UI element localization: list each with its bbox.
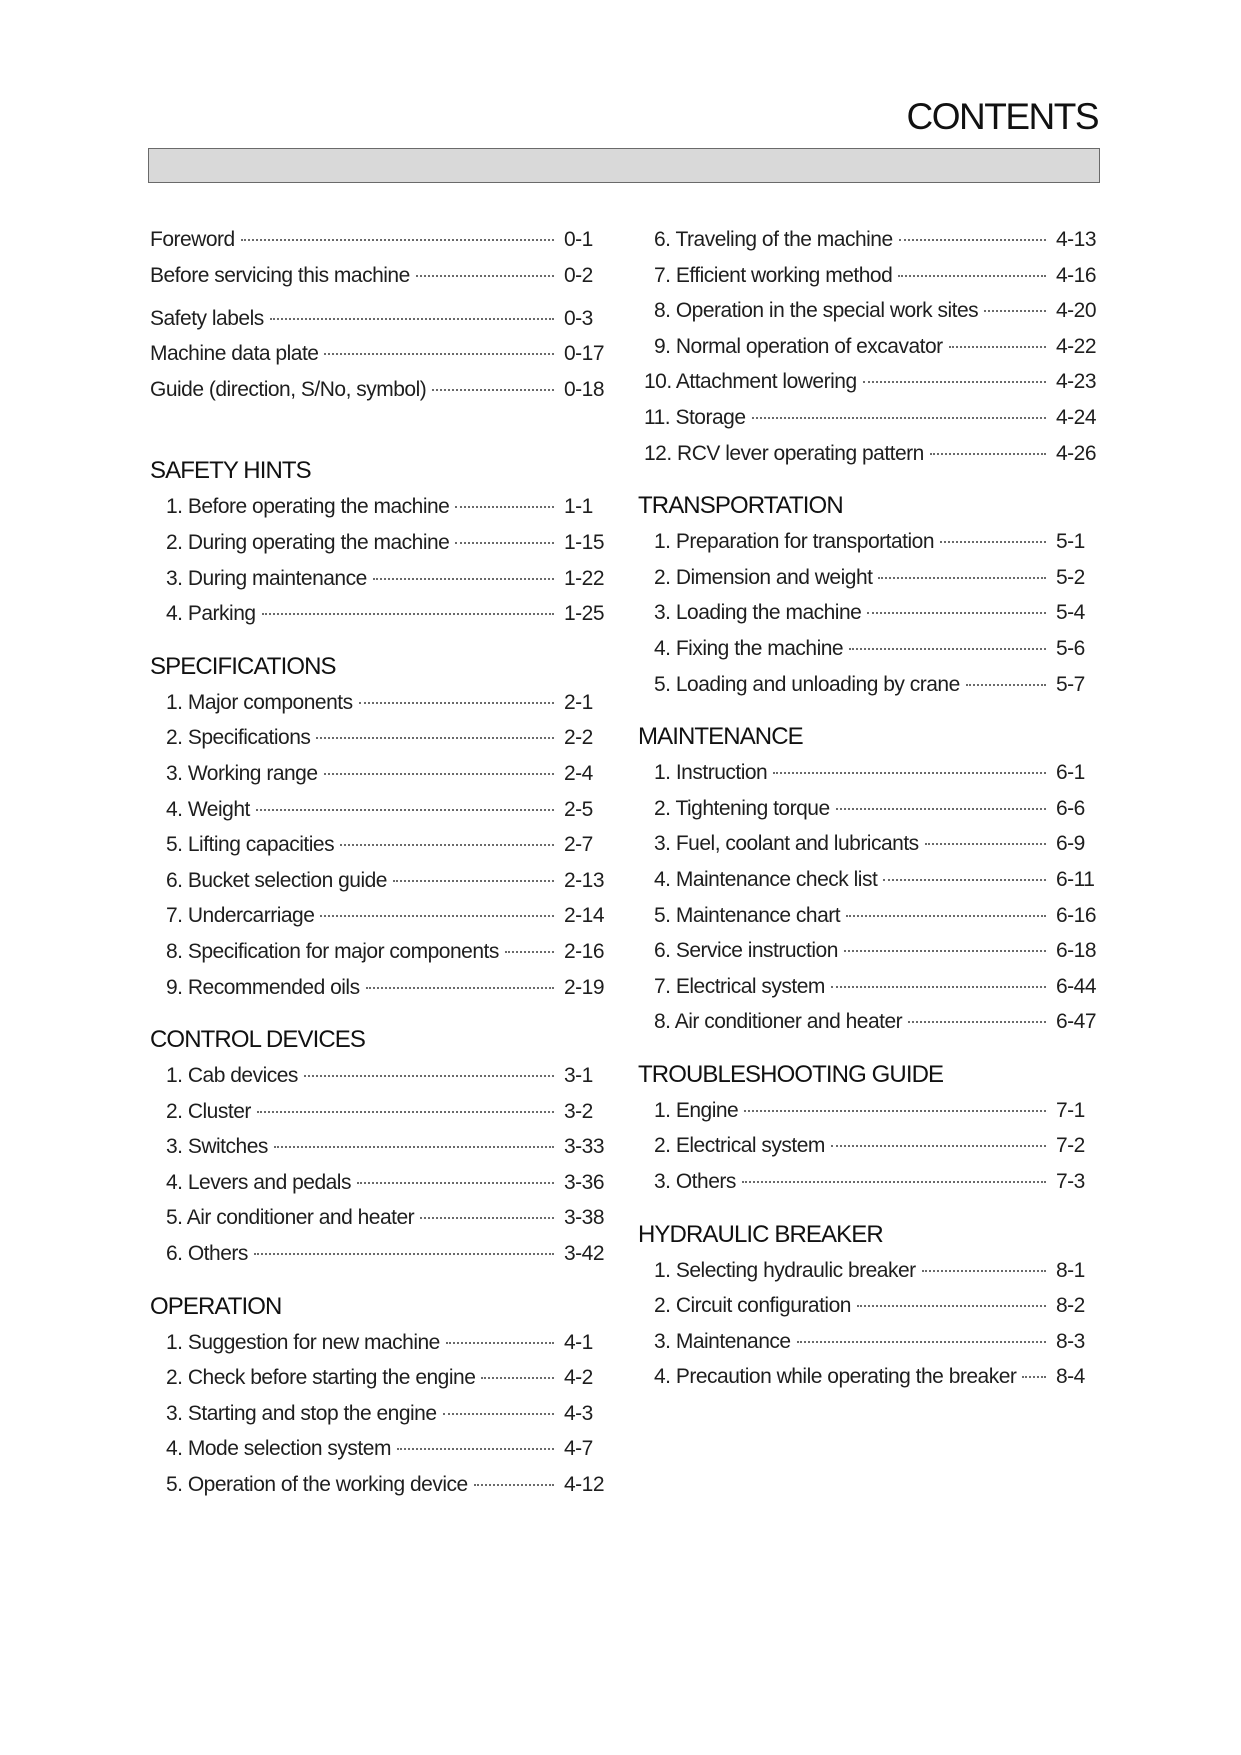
toc-entry-page: 2-14 <box>564 904 605 928</box>
dot-leader <box>505 951 554 953</box>
toc-entry[interactable] <box>638 258 1096 294</box>
toc-entry-label: 11. Storage <box>644 405 746 429</box>
toc-entry[interactable] <box>150 1325 606 1361</box>
toc-entry-label: 2. Circuit configuration <box>654 1294 851 1318</box>
section-heading[interactable]: TRANSPORTATION <box>638 492 843 520</box>
toc-entry-machine-data-plate[interactable] <box>150 336 606 372</box>
toc-entry-label: 4. Parking <box>166 602 256 626</box>
toc-entry-label: 5. Loading and unloading by crane <box>654 672 960 696</box>
toc-column-right <box>638 222 1096 1395</box>
dot-leader <box>844 950 1046 952</box>
toc-entry[interactable] <box>150 1129 606 1165</box>
dot-leader <box>878 577 1046 579</box>
toc-entry-page: 6-11 <box>1056 867 1095 891</box>
dot-leader <box>940 541 1046 543</box>
toc-entry-label: 6. Traveling of the machine <box>654 228 893 251</box>
toc-entry[interactable] <box>150 1165 606 1201</box>
toc-entry-label: 5. Maintenance chart <box>654 903 841 927</box>
toc-entry-page: 1-25 <box>564 602 605 626</box>
toc-entry[interactable] <box>150 720 606 756</box>
dot-leader <box>1022 1376 1046 1378</box>
section-control-devices <box>150 1022 606 1272</box>
toc-entry-label: 1. Cab devices <box>166 1064 298 1088</box>
toc-entry-page: 4-26 <box>1056 441 1097 465</box>
dot-leader <box>270 318 554 320</box>
toc-entry-page: 4-3 <box>564 1401 593 1425</box>
toc-entry[interactable] <box>638 755 1096 791</box>
toc-entry-page: 0-18 <box>564 377 605 401</box>
toc-entry-label: 6. Bucket selection guide <box>166 868 387 892</box>
toc-entry-label: 3. Others <box>654 1170 736 1194</box>
dot-leader <box>432 389 554 391</box>
toc-entry[interactable] <box>638 1253 1096 1289</box>
toc-entry-page: 2-2 <box>564 726 593 750</box>
toc-entry-page: 6-16 <box>1056 903 1097 927</box>
toc-entry-page: 2-5 <box>564 797 593 821</box>
toc-entry[interactable] <box>150 1094 606 1130</box>
toc-entry[interactable] <box>150 1058 606 1094</box>
toc-entry-label: 1. Engine <box>654 1098 739 1122</box>
toc-entry-label: 7. Undercarriage <box>166 904 315 928</box>
toc-entry[interactable] <box>150 1396 606 1432</box>
dot-leader <box>831 1145 1046 1147</box>
toc-entry-page: 4-24 <box>1056 405 1097 429</box>
section-operation-part1 <box>150 1289 606 1503</box>
section-heading[interactable]: HYDRAULIC BREAKER <box>638 1220 883 1248</box>
toc-entry[interactable] <box>150 1236 606 1272</box>
toc-entry-label: 5. Air conditioner and heater <box>166 1206 415 1230</box>
toc-entry[interactable] <box>150 1360 606 1396</box>
toc-entry-page: 0-2 <box>564 263 593 287</box>
toc-entry-label: 3. Starting and stop the engine <box>166 1401 437 1425</box>
toc-entry-page: 5-6 <box>1056 636 1085 660</box>
toc-entry-foreword[interactable] <box>150 222 606 258</box>
dot-leader <box>416 275 554 277</box>
dot-leader <box>393 880 554 882</box>
toc-entry[interactable] <box>638 898 1096 934</box>
toc-entry-label: 1. Major components <box>166 690 353 714</box>
toc-entry-label: 6. Others <box>166 1242 248 1266</box>
dot-leader <box>254 1253 554 1255</box>
dot-leader <box>241 239 554 241</box>
toc-entry-label: 6. Service instruction <box>654 939 838 963</box>
toc-entry[interactable] <box>638 436 1096 472</box>
toc-entry[interactable] <box>150 934 606 970</box>
toc-entry-page: 4-7 <box>564 1437 593 1461</box>
dot-leader <box>357 1182 554 1184</box>
toc-entry[interactable] <box>638 222 1096 258</box>
dot-leader <box>922 1270 1046 1272</box>
toc-entry-label: 4. Weight <box>166 797 250 821</box>
dot-leader <box>420 1217 554 1219</box>
page-title: CONTENTS <box>906 96 1098 137</box>
toc-entry[interactable] <box>150 1431 606 1467</box>
toc-entry-page: 3-33 <box>564 1135 605 1159</box>
toc-entry-page: 4-23 <box>1056 370 1097 394</box>
toc-entry[interactable] <box>150 525 606 561</box>
toc-entry-label: 3. Maintenance <box>654 1329 791 1353</box>
toc-entry[interactable] <box>638 791 1096 827</box>
toc-entry-page: 0-17 <box>564 342 605 366</box>
toc-entry[interactable] <box>638 524 1096 560</box>
toc-entry[interactable] <box>638 329 1096 365</box>
toc-entry-page: 5-4 <box>1056 601 1085 625</box>
toc-entry-page: 0-3 <box>564 306 593 330</box>
dot-leader <box>304 1075 554 1077</box>
toc-entry[interactable] <box>638 595 1096 631</box>
toc-entry-page: 4-20 <box>1056 299 1097 323</box>
dot-leader <box>257 1111 554 1113</box>
toc-entry-guide[interactable] <box>150 372 606 408</box>
dot-leader <box>455 506 554 508</box>
toc-entry-page: 2-4 <box>564 761 593 785</box>
toc-entry-label: 4. Fixing the machine <box>654 636 844 660</box>
dot-leader <box>373 578 554 580</box>
section-troubleshooting <box>638 1057 1096 1200</box>
dot-leader <box>744 1110 1046 1112</box>
toc-entry-page: 3-42 <box>564 1242 605 1266</box>
toc-entry-label: 2. Electrical system <box>654 1134 825 1158</box>
toc-entry[interactable] <box>638 1359 1096 1395</box>
dot-leader <box>324 353 554 355</box>
toc-entry-page: 5-7 <box>1056 672 1085 696</box>
toc-entry-label: 3. Loading the machine <box>654 601 862 625</box>
toc-entry-page: 6-18 <box>1056 939 1097 963</box>
section-safety-hints <box>150 453 606 631</box>
toc-entry-label: 2. Tightening torque <box>654 796 830 820</box>
toc-entry-page: 0-1 <box>564 228 593 251</box>
dot-leader <box>831 986 1046 988</box>
dot-leader <box>366 987 554 989</box>
dot-leader <box>984 310 1046 312</box>
toc-entry-page: 3-36 <box>564 1170 605 1194</box>
section-heading[interactable]: SPECIFICATIONS <box>150 652 336 680</box>
toc-entry-page: 2-7 <box>564 833 593 857</box>
dot-leader <box>455 542 554 544</box>
section-operation-part2 <box>638 222 1096 471</box>
toc-entry[interactable] <box>638 826 1096 862</box>
front-matter <box>150 222 606 407</box>
dot-leader <box>883 879 1046 881</box>
dot-leader <box>949 346 1046 348</box>
toc-entry-page: 8-4 <box>1056 1365 1085 1389</box>
toc-entry-page: 7-2 <box>1056 1134 1085 1158</box>
dot-leader <box>930 453 1046 455</box>
toc-entry-label: 1. Suggestion for new machine <box>166 1330 440 1354</box>
dot-leader <box>474 1484 554 1486</box>
toc-entry-safety-labels[interactable] <box>150 301 606 337</box>
toc-entry[interactable] <box>150 792 606 828</box>
section-transportation <box>638 488 1096 702</box>
toc-entry-page: 8-2 <box>1056 1294 1085 1318</box>
dot-leader <box>797 1341 1046 1343</box>
toc-entry[interactable] <box>638 862 1096 898</box>
dot-leader <box>324 773 554 775</box>
dot-leader <box>857 1305 1046 1307</box>
toc-entry[interactable] <box>150 489 606 525</box>
toc-entry[interactable] <box>150 970 606 1006</box>
dot-leader <box>899 239 1046 241</box>
toc-entry-label: 1. Instruction <box>654 761 768 785</box>
toc-entry-page: 7-1 <box>1056 1098 1085 1122</box>
dot-leader <box>898 275 1046 277</box>
toc-entry-label: Guide (direction, S/No, symbol) <box>150 377 427 401</box>
toc-entry[interactable] <box>638 1164 1096 1200</box>
dot-leader <box>846 915 1046 917</box>
dot-leader <box>925 843 1046 845</box>
toc-entry[interactable] <box>150 561 606 597</box>
section-hydraulic-breaker <box>638 1217 1096 1395</box>
toc-entry-page: 3-1 <box>564 1064 593 1088</box>
toc-entry-label: 2. Check before starting the engine <box>166 1366 476 1390</box>
toc-entry-label: 1. Preparation for transportation <box>654 530 935 554</box>
dot-leader <box>773 772 1046 774</box>
dot-leader <box>481 1377 554 1379</box>
dot-leader <box>867 612 1046 614</box>
toc-entry-page: 2-16 <box>564 939 605 963</box>
toc-entry[interactable] <box>150 827 606 863</box>
toc-entry[interactable] <box>638 969 1096 1005</box>
toc-entry-label: Safety labels <box>150 306 264 330</box>
toc-entry-page: 5-2 <box>1056 565 1085 589</box>
dot-leader <box>274 1146 554 1148</box>
toc-entry-page: 2-19 <box>564 975 605 999</box>
toc-entry-label: 5. Lifting capacities <box>166 833 335 857</box>
toc-entry-label: Foreword <box>150 228 235 251</box>
toc-entry-page: 3-38 <box>564 1206 605 1230</box>
toc-entry-label: 2. Dimension and weight <box>654 565 873 589</box>
toc-entry-label: 5. Operation of the working device <box>166 1473 468 1497</box>
toc-entry[interactable] <box>150 685 606 721</box>
section-heading[interactable]: CONTROL DEVICES <box>150 1026 365 1054</box>
toc-entry-before-servicing[interactable] <box>150 258 606 301</box>
toc-entry[interactable] <box>638 364 1096 400</box>
dot-leader <box>849 648 1046 650</box>
dot-leader <box>446 1342 554 1344</box>
dot-leader <box>256 809 554 811</box>
toc-entry[interactable] <box>638 631 1096 667</box>
toc-entry[interactable] <box>638 1004 1096 1040</box>
toc-entry-page: 8-1 <box>1056 1258 1085 1282</box>
section-specifications <box>150 649 606 1005</box>
toc-entry-page: 1-22 <box>564 566 605 590</box>
toc-entry[interactable] <box>150 596 606 632</box>
toc-entry-label: 7. Efficient working method <box>654 263 893 287</box>
toc-entry[interactable] <box>638 293 1096 329</box>
toc-entry[interactable] <box>150 756 606 792</box>
toc-entry-page: 6-44 <box>1056 974 1097 998</box>
title-bar <box>148 148 1100 183</box>
toc-entry-page: 2-1 <box>564 690 593 714</box>
toc-entry[interactable] <box>638 1093 1096 1129</box>
toc-entry[interactable] <box>150 863 606 899</box>
toc-entry[interactable] <box>638 1288 1096 1324</box>
toc-entry-page: 1-15 <box>564 530 605 554</box>
toc-entry-label: 1. Before operating the machine <box>166 495 450 519</box>
toc-entry-label: 3. Working range <box>166 761 318 785</box>
toc-entry-page: 6-6 <box>1056 796 1085 820</box>
toc-entry-label: 7. Electrical system <box>654 974 825 998</box>
toc-entry[interactable] <box>638 933 1096 969</box>
toc-entry-label: 4. Mode selection system <box>166 1437 391 1461</box>
toc-entry-page: 8-3 <box>1056 1329 1085 1353</box>
toc-entry-label: 8. Specification for major components <box>166 939 499 963</box>
dot-leader <box>262 613 554 615</box>
section-heading[interactable]: MAINTENANCE <box>638 723 803 751</box>
dot-leader <box>443 1413 554 1415</box>
toc-entry-label: Machine data plate <box>150 342 319 366</box>
dot-leader <box>340 844 554 846</box>
toc-entry-page: 7-3 <box>1056 1170 1085 1194</box>
toc-entry-label: 1. Selecting hydraulic breaker <box>654 1258 916 1282</box>
dot-leader <box>966 684 1046 686</box>
toc-entry-label: 2. Specifications <box>166 726 311 750</box>
toc-entry-label: 12. RCV lever operating pattern <box>644 441 924 465</box>
dot-leader <box>742 1181 1046 1183</box>
section-heading[interactable]: OPERATION <box>150 1292 282 1320</box>
section-maintenance <box>638 719 1096 1040</box>
dot-leader <box>316 737 554 739</box>
toc-entry[interactable] <box>638 560 1096 596</box>
toc-entry-label: 3. Switches <box>166 1135 268 1159</box>
toc-entry[interactable] <box>150 1200 606 1236</box>
toc-entry[interactable] <box>638 1128 1096 1164</box>
toc-entry-page: 4-22 <box>1056 334 1097 358</box>
dot-leader <box>320 915 554 917</box>
toc-entry-label: 2. Cluster <box>166 1099 251 1123</box>
toc-entry-page: 6-9 <box>1056 832 1085 856</box>
dot-leader <box>908 1021 1046 1023</box>
section-heading[interactable]: SAFETY HINTS <box>150 457 311 485</box>
toc-entry-label: 2. During operating the machine <box>166 530 450 554</box>
toc-entry-page: 6-47 <box>1056 1010 1097 1034</box>
toc-entry-page: 4-12 <box>564 1473 605 1497</box>
toc-entry-page: 5-1 <box>1056 530 1085 554</box>
toc-entry-label: 3. During maintenance <box>166 566 367 590</box>
toc-entry-page: 1-1 <box>564 495 593 519</box>
toc-entry-label: 4. Precaution while operating the breaker <box>654 1365 1017 1389</box>
toc-entry-label: 9. Normal operation of excavator <box>654 334 943 358</box>
toc-entry-label: 10. Attachment lowering <box>644 370 857 394</box>
toc-entry-label: 8. Air conditioner and heater <box>654 1010 903 1034</box>
toc-entry[interactable] <box>150 898 606 934</box>
toc-entry-label: 4. Maintenance check list <box>654 867 878 891</box>
dot-leader <box>836 808 1046 810</box>
dot-leader <box>863 381 1046 383</box>
toc-entry-page: 4-16 <box>1056 263 1097 287</box>
toc-entry-page: 4-1 <box>564 1330 593 1354</box>
toc-entry-page: 2-13 <box>564 868 605 892</box>
toc-entry-page: 4-2 <box>564 1366 593 1390</box>
toc-entry[interactable] <box>638 400 1096 436</box>
toc-entry[interactable] <box>638 1324 1096 1360</box>
toc-entry-page: 6-1 <box>1056 761 1085 785</box>
toc-entry-label: 4. Levers and pedals <box>166 1170 351 1194</box>
toc-entry-page: 3-2 <box>564 1099 593 1123</box>
dot-leader <box>359 702 554 704</box>
toc-entry-page: 4-13 <box>1056 228 1097 251</box>
toc-entry[interactable] <box>150 1467 606 1503</box>
toc-entry-label: Before servicing this machine <box>150 263 410 287</box>
toc-entry-label: 3. Fuel, coolant and lubricants <box>654 832 919 856</box>
dot-leader <box>752 417 1046 419</box>
toc-entry-label: 8. Operation in the special work sites <box>654 299 979 323</box>
toc-entry-label: 9. Recommended oils <box>166 975 360 999</box>
section-heading[interactable]: TROUBLESHOOTING GUIDE <box>638 1060 944 1088</box>
toc-entry[interactable] <box>638 667 1096 703</box>
toc-column-left <box>150 222 606 1503</box>
dot-leader <box>397 1448 554 1450</box>
